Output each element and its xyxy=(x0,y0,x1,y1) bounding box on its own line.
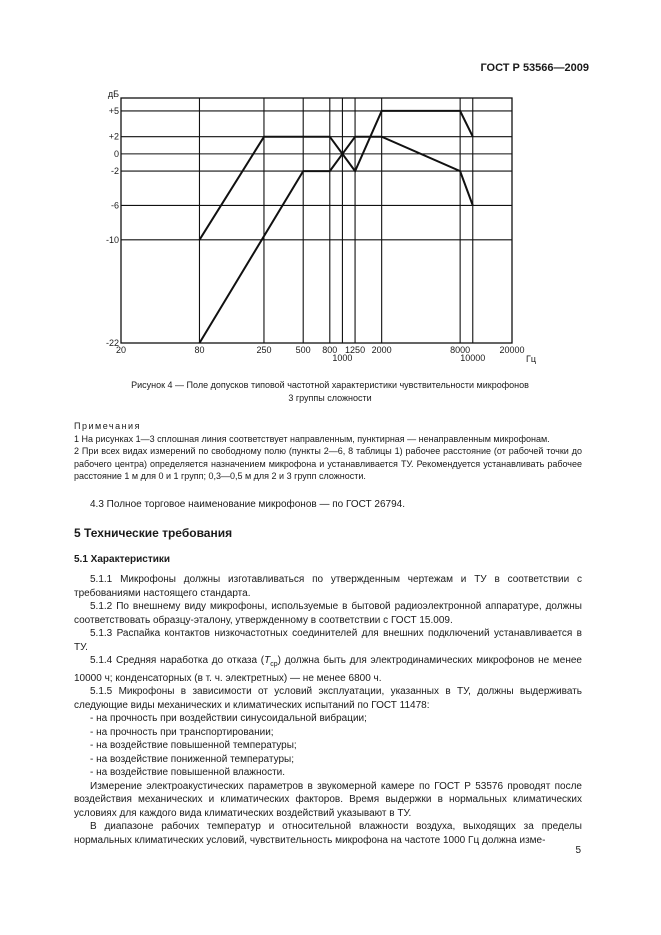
y-axis-label: дБ xyxy=(107,89,119,99)
x-tick-label: 500 xyxy=(295,345,311,355)
paragraph-range: В диапазоне рабочих температур и относительной влажности воздуха, выходящих за пределы нормальных климатических условий, чувствительность микрофона на частоте 1000 Гц должна изме- xyxy=(74,821,582,846)
list-item: - на воздействие пониженной температуры; xyxy=(90,753,294,765)
paragraph-5-1-1: 5.1.1 Микрофоны должны изготавливаться по утвержденным чертежам и ТУ в соответствии с требованиями настоящего стандарта. xyxy=(74,574,582,599)
paragraph-5-1-5: 5.1.5 Микрофоны в зависимости от условий эксплуатации, указанных в ТУ, должны выдерживать следующие виды механических и климатических испытаний по ГОСТ 11478: xyxy=(74,686,582,711)
section-5-heading: 5 Технические требования xyxy=(74,526,233,540)
section-5-1-heading: 5.1 Характеристики xyxy=(74,554,171,565)
y-tick-label: -2 xyxy=(110,166,119,177)
note-2: 2 При всех видах измерений по свободному полю (пункты 2—6, 8 таблицы 1) рабочее расстояние (от рабочей точки до рабочего центра) определяется назначением микрофона и устанавливается ТУ. Рекомендуется устанавливать рабочее расстояние 1 м для 0 и 1 групп; 0,3—0,5 м для 2 и 3 групп сложности. xyxy=(74,446,582,482)
y-tick-label: +2 xyxy=(108,131,119,142)
x-tick-label: 2000 xyxy=(371,345,392,355)
frequency-tolerance-chart xyxy=(0,0,661,380)
x-tick-label: 1000 xyxy=(332,353,353,363)
list-item: - на прочность при транспортировании; xyxy=(90,726,274,738)
p514-before: 5.1.4 Средняя наработка до отказа ( xyxy=(90,655,265,666)
p514-subscript: ср xyxy=(270,661,278,668)
list-item: - на воздействие повышенной температуры; xyxy=(90,740,297,751)
x-tick-label: 20 xyxy=(115,345,127,355)
paragraph-5-1-4 xyxy=(74,654,582,685)
x-tick-label: 250 xyxy=(256,345,272,355)
p514-symbol: T xyxy=(264,655,271,666)
y-tick-label: -22 xyxy=(105,338,119,348)
p514-after: ) должна быть для электродинамических микрофонов не менее 10000 ч; конденсаторных (в т. ч. электретных) — не менее 6800 ч. xyxy=(74,655,582,684)
figure-caption xyxy=(60,379,600,405)
x-tick-label: 80 xyxy=(194,345,205,355)
paragraph-5-1-2: 5.1.2 По внешнему виду микрофоны, используемые в бытовой радиоэлектронной аппаратуре, должны соответствовать образцу-эталону, утвержденному в соответствии с ГОСТ 15.009. xyxy=(74,601,582,626)
x-tick-label: 10000 xyxy=(460,353,486,363)
paragraph-5-1-3: 5.1.3 Распайка контактов низкочастотных соединителей для внешних подключений устанавливается в ТУ. xyxy=(74,628,582,653)
y-tick-label: +5 xyxy=(108,105,119,116)
x-axis-label: Гц xyxy=(526,354,537,364)
paragraph-4-3 xyxy=(74,498,582,512)
paragraph-4-3-text: 4.3 Полное торговое наименование микрофонов — по ГОСТ 26794. xyxy=(90,499,405,510)
caption-line-2: 3 группы сложности xyxy=(288,393,372,403)
x-tick-label: 800 xyxy=(322,345,338,355)
y-tick-label: 0 xyxy=(113,148,119,159)
chart-frame xyxy=(121,98,512,343)
y-tick-label: -10 xyxy=(105,234,119,245)
note-1: 1 На рисунках 1—3 сплошная линия соответствует направленным, пунктирная — ненаправленным микрофонам. xyxy=(74,433,550,444)
series-line-1 xyxy=(200,111,473,240)
document-header: ГОСТ Р 53566—2009 xyxy=(480,62,589,74)
section-5-1-body xyxy=(74,573,582,847)
list-item: - на воздействие повышенной влажности. xyxy=(90,767,286,778)
x-tick-label: 1250 xyxy=(345,345,366,355)
page-number: 5 xyxy=(575,845,581,856)
notes-block xyxy=(74,420,582,483)
caption-line-1: Рисунок 4 — Поле допусков типовой частотной характеристики чувствительности микрофонов xyxy=(131,380,529,390)
paragraph-measurement: Измерение электроакустических параметров в звукомерной камере по ГОСТ Р 53576 проводят после воздействия механических и климатических факторов. Время выдержки в нормальных климатических условиях для каждого вида климатических воздействий указывают в ТУ. xyxy=(74,780,582,819)
notes-title: Примечания xyxy=(74,421,141,431)
list-item: - на прочность при воздействии синусоидальной вибрации; xyxy=(90,713,367,724)
x-tick-label: 8000 xyxy=(450,345,471,355)
y-tick-label: -6 xyxy=(110,200,119,211)
x-tick-label: 20000 xyxy=(499,345,525,355)
